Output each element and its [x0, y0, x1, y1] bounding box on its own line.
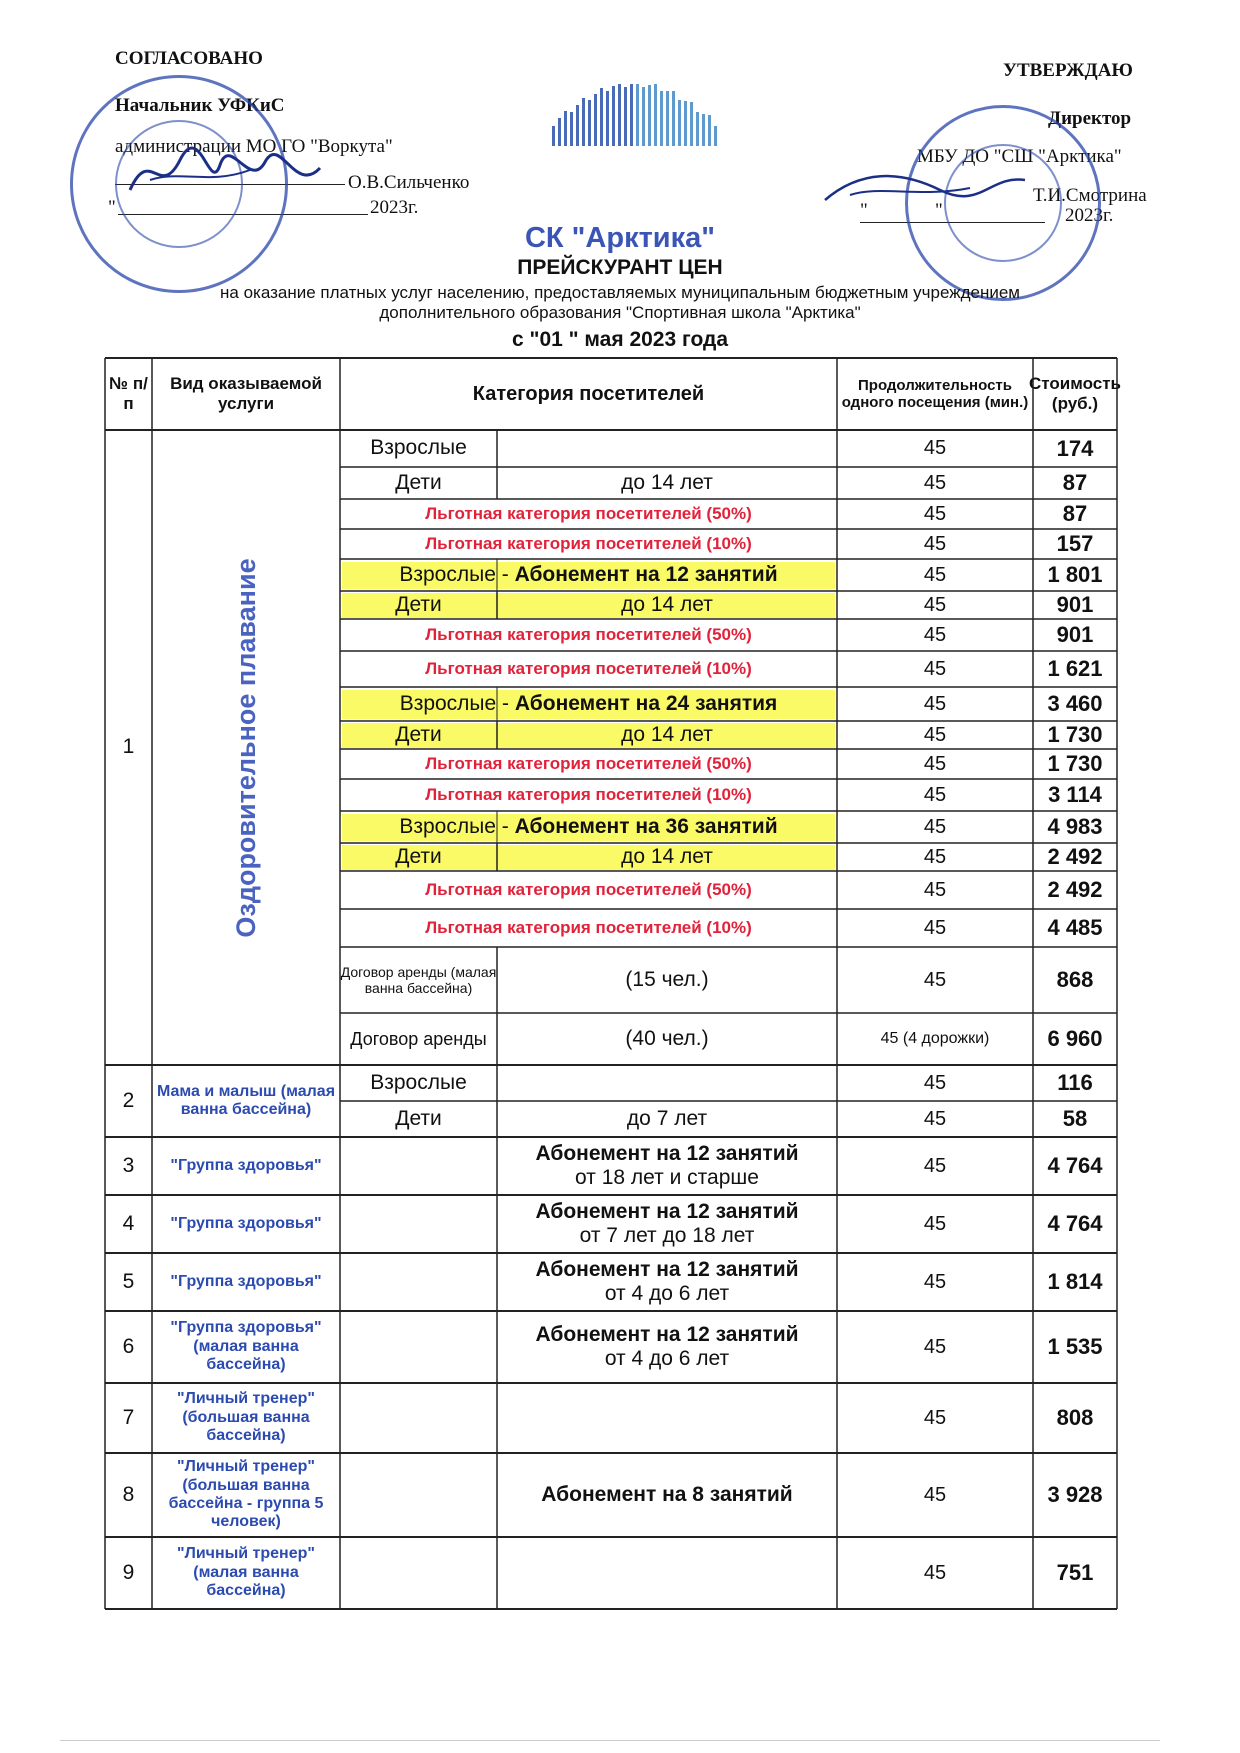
- title-sub-2: дополнительного образования "Спортивная школа "Арктика": [379, 303, 861, 322]
- duration-value: 45: [923, 437, 947, 459]
- price-value: 1 730: [1047, 751, 1103, 777]
- row-number: 9: [122, 1560, 135, 1584]
- discount-category: Льготная категория посетителей (50%): [425, 625, 752, 645]
- adult-label: Взрослые -: [399, 814, 509, 838]
- duration-value: 45: [923, 1561, 947, 1584]
- row-number: 4: [122, 1211, 135, 1235]
- left-org: администрации МО ГО "Воркута": [115, 136, 393, 157]
- discount-category: Льготная категория посетителей (10%): [425, 659, 752, 679]
- left-position: Начальник УФКиС: [115, 95, 285, 116]
- visitor-category: Взрослые: [370, 1070, 467, 1094]
- age-or-capacity: до 7 лет: [626, 1106, 708, 1130]
- duration-value: 45: [923, 752, 947, 775]
- service-name: "Группа здоровья" (малая ванна бассейна): [170, 1319, 322, 1374]
- duration-value: 45: [923, 916, 947, 939]
- adult-label: Взрослые -: [399, 562, 509, 586]
- duration-value: 45: [923, 563, 947, 586]
- page-bottom-rule: [60, 1740, 1160, 1741]
- agreed-label: СОГЛАСОВАНО: [115, 48, 263, 69]
- right-name: Т.И.Смотрина: [1033, 185, 1147, 206]
- service-name: "Группа здоровья": [170, 1156, 322, 1174]
- price-value: 901: [1056, 592, 1094, 618]
- approve-label: УТВЕРЖДАЮ: [1003, 60, 1133, 81]
- price-value: 2 492: [1047, 877, 1103, 903]
- duration-value: 45: [923, 878, 947, 901]
- price-value: 1 535: [1047, 1334, 1103, 1360]
- price-value: 116: [1057, 1070, 1093, 1096]
- abonement-row: [340, 687, 837, 721]
- visitor-category: Дети: [395, 1106, 442, 1130]
- price-value: 4 983: [1047, 814, 1103, 840]
- header-duration: Продолжительность одного посещения (мин.): [841, 376, 1029, 411]
- abonement-cell: [497, 1195, 837, 1253]
- right-position: Директор: [1048, 108, 1132, 129]
- duration-value: 45: [923, 471, 947, 494]
- row-number: 8: [122, 1482, 135, 1506]
- price-value: 1 814: [1047, 1269, 1103, 1295]
- visitor-category: Дети: [395, 592, 442, 616]
- visitor-category: Договор аренды (малая ванна бассейна): [340, 963, 497, 996]
- abonement-cell: [497, 1311, 837, 1383]
- price-value: 808: [1056, 1405, 1094, 1431]
- price-value: 3 114: [1048, 782, 1102, 808]
- price-value: 87: [1062, 501, 1088, 527]
- service-name: "Личный тренер" (большая ванна бассейна - группа 5 человек): [168, 1458, 324, 1531]
- abonement-label: Абонемент на 36 занятий: [514, 814, 778, 838]
- discount-category: Льготная категория посетителей (10%): [425, 918, 752, 938]
- left-signature: [120, 140, 340, 210]
- duration-value: 45: [923, 1071, 947, 1094]
- header-service: Вид оказываемой услуги: [170, 374, 322, 413]
- duration-value: 45: [923, 723, 947, 746]
- price-value: 901: [1056, 622, 1094, 648]
- age-or-capacity: до 14 лет: [621, 722, 713, 746]
- abonement-cell: [497, 1253, 837, 1311]
- age-or-capacity: до 14 лет: [621, 470, 713, 494]
- right-date-open: ": [860, 200, 868, 221]
- age-or-capacity: до 14 лет: [621, 844, 713, 868]
- age-or-capacity: [497, 1065, 837, 1101]
- age-range: от 18 лет и старше: [575, 1166, 759, 1189]
- visitor-category: Договор аренды: [350, 1028, 487, 1049]
- price-value: 58: [1062, 1106, 1088, 1132]
- row-number: 3: [122, 1153, 135, 1177]
- age-or-capacity: (15 чел.): [625, 967, 709, 991]
- abonement-cell: [497, 1137, 837, 1195]
- header-category: Категория посетителей: [472, 382, 705, 405]
- row-number: 5: [122, 1269, 135, 1293]
- duration-value: 45: [923, 502, 947, 525]
- duration-value: 45 (4 дорожки): [880, 1029, 990, 1047]
- row-number: 1: [122, 735, 135, 759]
- abonement-label: Абонемент на 12 занятий: [535, 1141, 799, 1165]
- left-name: О.В.Сильченко: [348, 172, 470, 193]
- abonement-row: [340, 811, 837, 843]
- visitor-category: Дети: [395, 844, 442, 868]
- discount-category: Льготная категория посетителей (10%): [425, 785, 752, 805]
- title-date: с "01 " мая 2023 года: [511, 328, 729, 351]
- abonement-cell: [497, 1383, 837, 1453]
- duration-value: 45: [923, 692, 947, 715]
- service-name: "Группа здоровья": [170, 1214, 322, 1232]
- price-value: 4 485: [1047, 915, 1103, 941]
- price-value: 2 492: [1047, 844, 1103, 870]
- age-or-capacity: [497, 430, 837, 467]
- price-value: 868: [1056, 967, 1094, 993]
- row-number: 6: [122, 1334, 135, 1358]
- abonement-label: Абонемент на 8 занятий: [541, 1482, 793, 1506]
- abonement-label: Абонемент на 12 занятий: [535, 1199, 799, 1223]
- service-name: Мама и малыш (малая ванна бассейна): [156, 1082, 336, 1118]
- header-price: Стоимость (руб.): [1029, 374, 1121, 413]
- left-date-year: 2023г.: [370, 197, 419, 218]
- duration-value: 45: [923, 1107, 947, 1130]
- abonement-label: Абонемент на 12 занятий: [514, 562, 778, 586]
- abonement-row: [340, 559, 837, 591]
- abonement-label: Абонемент на 12 занятий: [535, 1322, 799, 1346]
- abonement-cell: [497, 1537, 837, 1609]
- discount-category: Льготная категория посетителей (50%): [425, 754, 752, 774]
- price-value: 1 801: [1047, 562, 1103, 588]
- duration-value: 45: [923, 845, 947, 868]
- abonement-label: Абонемент на 24 занятия: [514, 691, 778, 715]
- right-date-year: 2023г.: [1065, 205, 1114, 226]
- header-num: № п/п: [109, 374, 148, 413]
- price-value: 174: [1056, 435, 1094, 461]
- service-name: "Группа здоровья": [170, 1272, 322, 1290]
- duration-value: 45: [923, 1335, 947, 1358]
- age-range: от 7 лет до 18 лет: [579, 1224, 755, 1247]
- row-number: 7: [122, 1405, 135, 1429]
- service-name: "Личный тренер" (большая ванна бассейна): [177, 1390, 315, 1445]
- age-or-capacity: (40 чел.): [625, 1026, 709, 1050]
- discount-category: Льготная категория посетителей (10%): [425, 534, 752, 554]
- duration-value: 45: [923, 1212, 947, 1235]
- duration-value: 45: [923, 532, 947, 555]
- price-value: 751: [1056, 1560, 1094, 1586]
- left-date-quote: ": [108, 197, 116, 218]
- discount-category: Льготная категория посетителей (50%): [425, 880, 752, 900]
- right-signature: [820, 160, 1030, 220]
- duration-value: 45: [923, 815, 947, 838]
- duration-value: 45: [923, 1483, 947, 1506]
- title-main: ПРЕЙСКУРАНТ ЦЕН: [517, 256, 723, 279]
- duration-value: 45: [923, 1270, 947, 1293]
- age-range: от 4 до 6 лет: [604, 1282, 730, 1305]
- price-value: 6 960: [1047, 1026, 1103, 1052]
- visitor-category: Дети: [395, 470, 442, 494]
- price-value: 4 764: [1047, 1153, 1103, 1179]
- duration-value: 45: [923, 1406, 947, 1429]
- duration-value: 45: [923, 657, 947, 680]
- visitor-category: Взрослые: [370, 436, 467, 460]
- price-value: 87: [1062, 470, 1088, 496]
- discount-category: Льготная категория посетителей (50%): [425, 504, 752, 524]
- arktika-logo: [548, 84, 728, 150]
- price-value: 4 764: [1047, 1211, 1103, 1237]
- abonement-label: Абонемент на 12 занятий: [535, 1257, 799, 1281]
- service-name-vertical: Оздоровительное плавание: [231, 557, 261, 938]
- visitor-category: Дети: [395, 722, 442, 746]
- duration-value: 45: [923, 593, 947, 616]
- duration-value: 45: [923, 623, 947, 646]
- service-name: "Личный тренер" (малая ванна бассейна): [177, 1545, 315, 1600]
- price-value: 157: [1056, 531, 1094, 557]
- price-value: 3 928: [1047, 1482, 1103, 1508]
- title-sk: СК "Арктика": [524, 222, 716, 254]
- duration-value: 45: [923, 968, 947, 991]
- title-sub-1: на оказание платных услуг населению, предоставляемых муниципальным бюджетным учреждением: [220, 283, 1020, 302]
- right-date-close: ": [935, 200, 943, 221]
- adult-label: Взрослые -: [399, 691, 510, 715]
- duration-value: 45: [923, 783, 947, 806]
- duration-value: 45: [923, 1154, 947, 1177]
- age-range: от 4 до 6 лет: [604, 1347, 730, 1370]
- price-value: 1 621: [1047, 656, 1103, 682]
- right-org: МБУ ДО "СШ "Арктика": [917, 146, 1122, 167]
- age-or-capacity: до 14 лет: [621, 592, 713, 616]
- abonement-cell: [497, 1453, 837, 1537]
- row-number: 2: [122, 1088, 135, 1112]
- price-value: 1 730: [1047, 722, 1103, 748]
- price-value: 3 460: [1047, 691, 1103, 717]
